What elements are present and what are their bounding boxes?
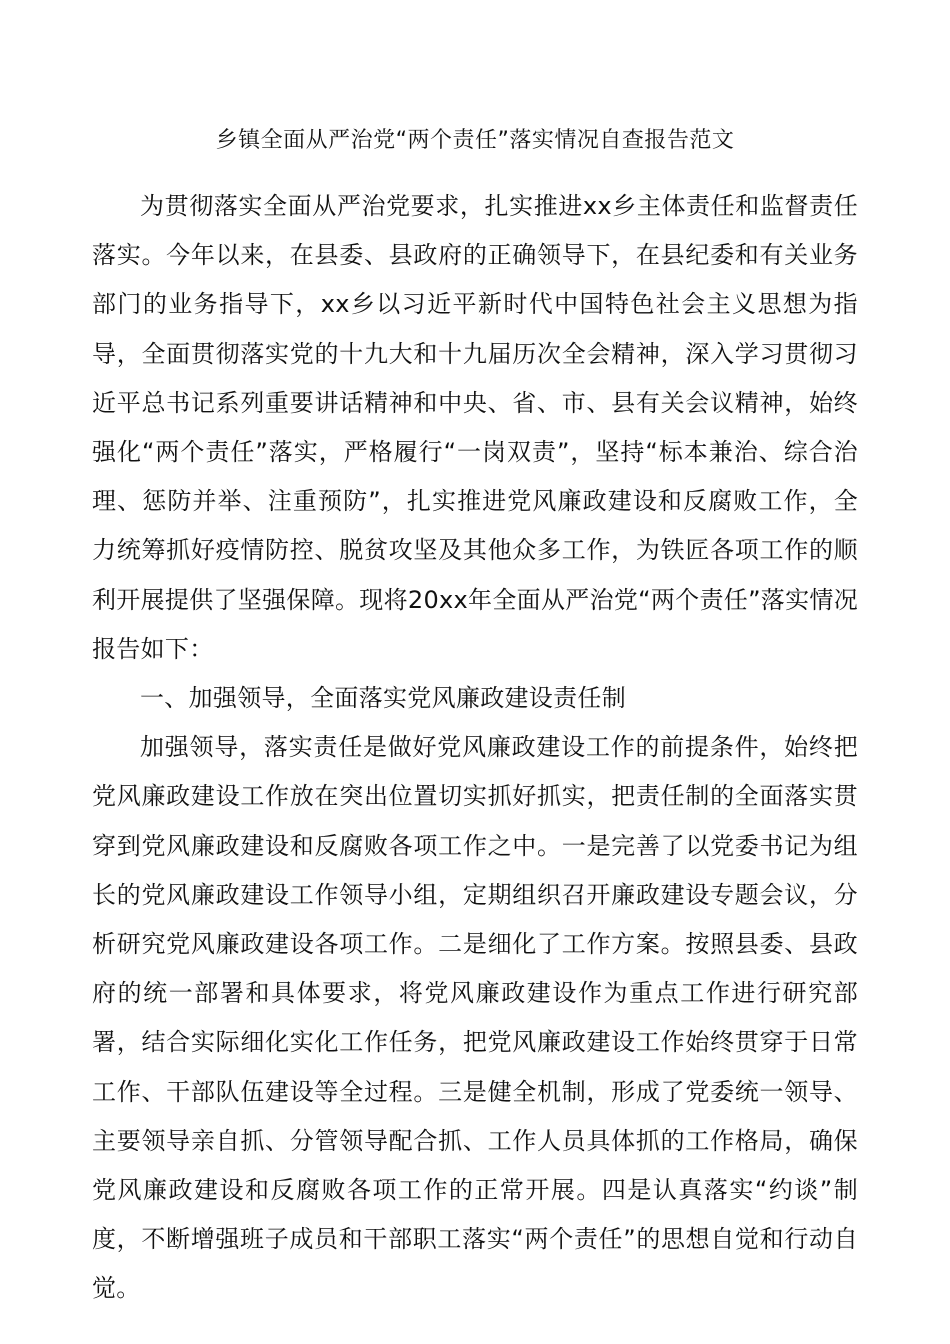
section-1-heading: 一、加强领导，全面落实党风廉政建设责任制 (140, 684, 626, 713)
document-body (92, 182, 858, 1314)
intro-paragraph: 为贯彻落实全面从严治党要求，扎实推进xx乡主体责任和监督责任落实。今年以来，在县委、县政府的正确领导下，在县纪委和有关业务部门的业务指导下，xx乡以习近平新时代中国特色社会主义思想为指导，全面贯彻落实党的十九大和十九届历次全会精神，深入学习贯彻习近平总书记系列重要讲话精神和中央、省、市、县有关会议精神，始终强化“两个责任”落实，严格履行“一岗双责”，坚持“标本兼治、综合治理、惩防并举、注重预防”，扎实推进党风廉政建设和反腐败工作，全力统筹抓好疫情防控、脱贫攻坚及其他众多工作，为铁匠各项工作的顺利开展提供了坚强保障。现将20xx年全面从严治党“两个责任”落实情况报告如下： (92, 192, 859, 663)
section-1-paragraph: 加强领导，落实责任是做好党风廉政建设工作的前提条件，始终把党风廉政建设工作放在突出位置切实抓好抓实，把责任制的全面落实贯穿到党风廉政建设和反腐败各项工作之中。一是完善了以党委书记为组长的党风廉政建设工作领导小组，定期组织召开廉政建设专题会议，分析研究党风廉政建设各项工作。二是细化了工作方案。按照县委、县政府的统一部署和具体要求，将党风廉政建设作为重点工作进行研究部署，结合实际细化实化工作任务，把党风廉政建设工作始终贯穿于日常工作、干部队伍建设等全过程。三是健全机制，形成了党委统一领导、主要领导亲自抓、分管领导配合抓、工作人员具体抓的工作格局，确保党风廉政建设和反腐败各项工作的正常开展。四是认真落实“约谈”制度，不断增强班子成员和干部职工落实“两个责任”的思想自觉和行动自觉。 (92, 733, 858, 1303)
document-title: 乡镇全面从严治党“两个责任”落实情况自查报告范文 (215, 128, 735, 153)
